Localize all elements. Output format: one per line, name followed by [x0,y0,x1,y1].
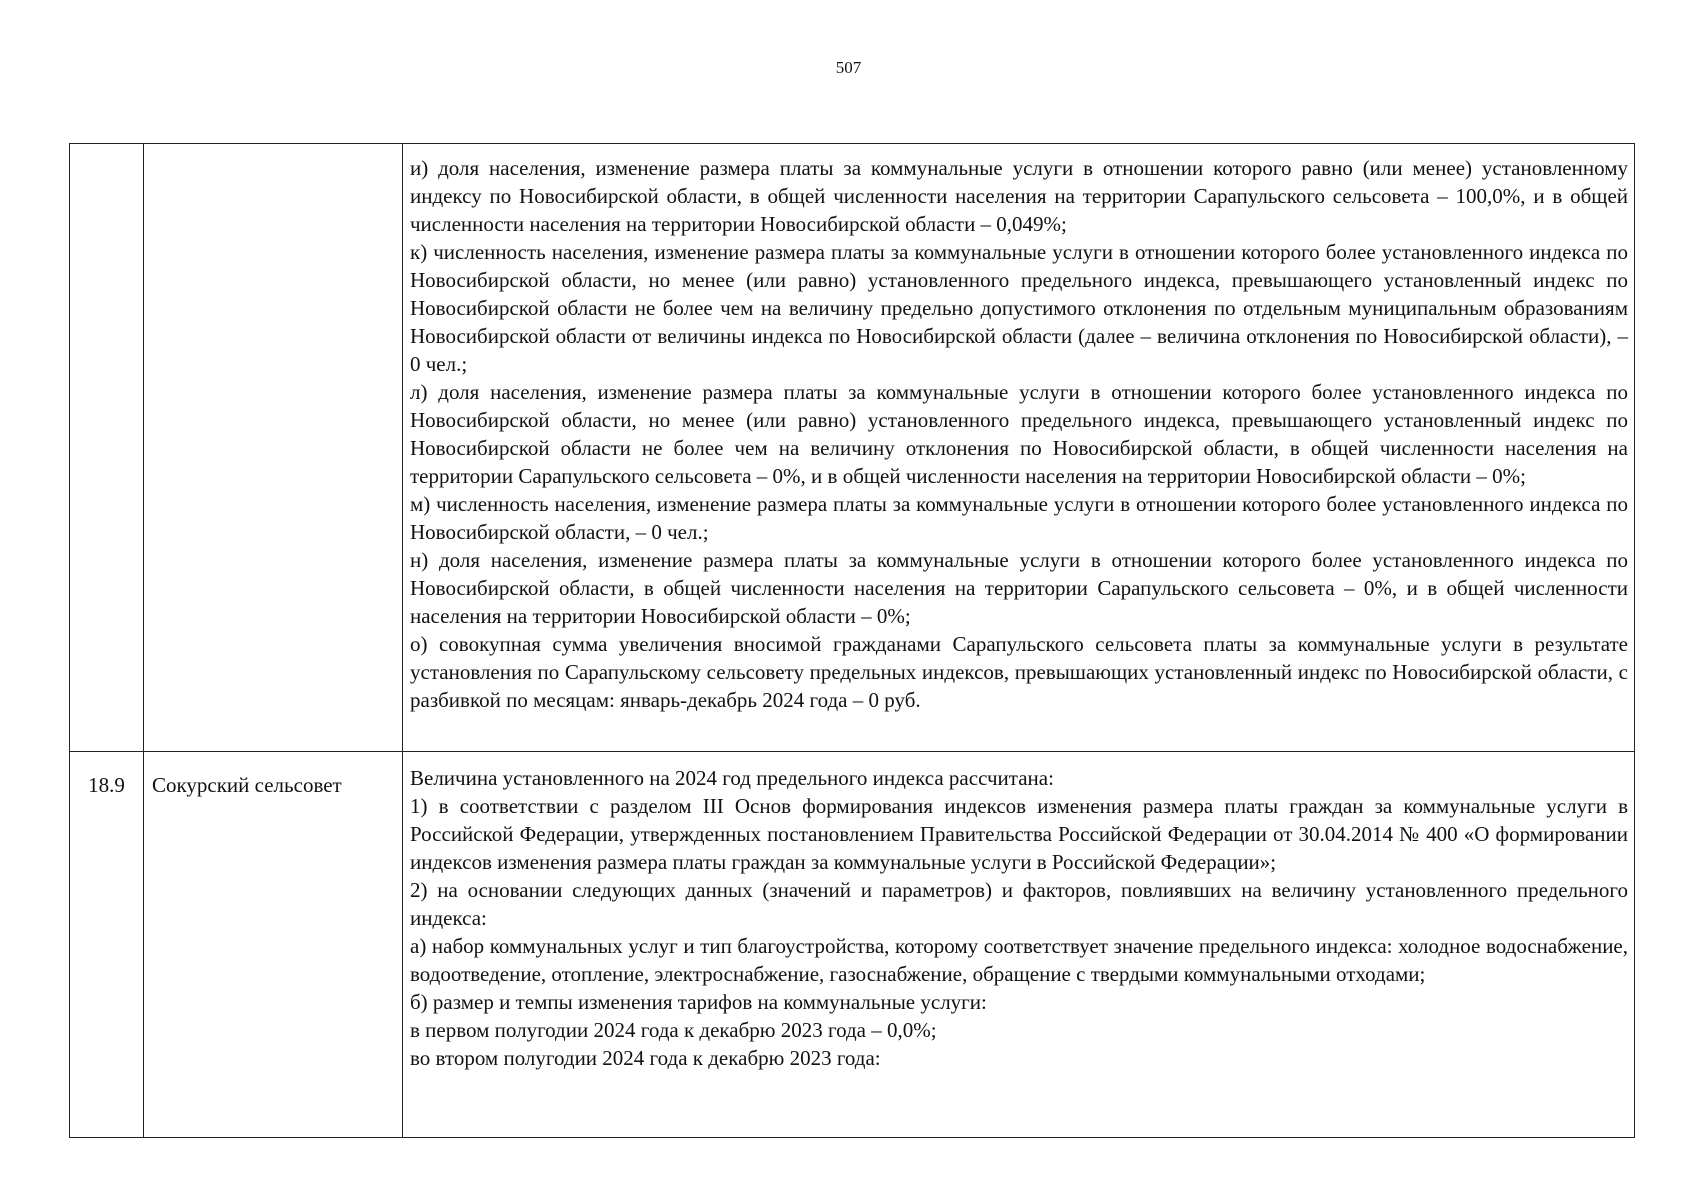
municipality-name-cell [144,144,403,752]
paragraph-a: а) набор коммунальных услуг и тип благоустройства, которому соответствует значение предельного индекса: холодное водоснабжение, водоотведение, отопление, электроснабжение, газоснабжение, обращение с твердыми коммунальными отходами; [410,934,1628,986]
paragraph-second-half: во втором полугодии 2024 года к декабрю 2023 года: [410,1046,881,1070]
paragraph-2: 2) на основании следующих данных (значений и параметров) и факторов, повлиявших на величину установленного предельного индекса: [410,878,1628,930]
paragraph-b: б) размер и темпы изменения тарифов на коммунальные услуги: [410,990,987,1014]
paragraph-k: к) численность населения, изменение размера платы за коммунальные услуги в отношении которого более установленного индекса по Новосибирской области, но менее (или равно) установленного предельного индекса, превышающего установленный индекс по Новосибирской области не более чем на величину предельно допустимого отклонения по отдельным муниципальным образованиям Новосибирской области от величины индекса по Новосибирской области (далее – величина отклонения по Новосибирской области), – 0 чел.; [410,240,1628,376]
table-row [70,144,1635,752]
row-number-cell [70,144,144,752]
paragraph-l: л) доля населения, изменение размера платы за коммунальные услуги в отношении которого более установленного индекса по Новосибирской области, но менее (или равно) установленного предельного индекса, превышающего установленный индекс по Новосибирской области не более чем на величину отклонения по Новосибирской области, в общей численности населения на территории Сарапульского сельсовета – 0%, и в общей численности населения на территории Новосибирской области – 0%; [410,380,1628,488]
description-cell [403,144,1635,752]
paragraph-n: н) доля населения, изменение размера платы за коммунальные услуги в отношении которого более установленного индекса по Новосибирской области, в общей численности населения на территории Сарапульского сельсовета – 0%, и в общей численности населения на территории Новосибирской области – 0%; [410,548,1628,628]
row-number-cell: 18.9 [70,752,144,1138]
table-row [70,752,1635,1138]
paragraph-o: о) совокупная сумма увеличения вносимой гражданами Сарапульского сельсовета платы за коммунальные услуги в результате установления по Сарапульскому сельсовету предельных индексов, превышающих установленный индекс по Новосибирской области, с разбивкой по месяцам: январь-декабрь 2024 года – 0 руб. [410,632,1628,712]
paragraph-intro: Величина установленного на 2024 год предельного индекса рассчитана: [410,766,1054,790]
page-number: 507 [835,58,862,77]
main-table [69,143,1635,1138]
paragraph-first-half: в первом полугодии 2024 года к декабрю 2023 года – 0,0%; [410,1018,937,1042]
municipality-name-cell: Сокурский сельсовет [144,752,403,1138]
description-cell [403,752,1635,1138]
paragraph-m: м) численность населения, изменение размера платы за коммунальные услуги в отношении которого более установленного индекса по Новосибирской области, – 0 чел.; [410,492,1628,544]
paragraph-i: и) доля населения, изменение размера платы за коммунальные услуги в отношении которого равно (или менее) установленному индексу по Новосибирской области, в общей численности населения на территории Сарапульского сельсовета – 100,0%, и в общей численности населения на территории Новосибирской области – 0,049%; [410,156,1628,236]
paragraph-1: 1) в соответствии с разделом III Основ формирования индексов изменения размера платы граждан за коммунальные услуги в Российской Федерации, утвержденных постановлением Правительства Российской Федерации от 30.04.2014 № 400 «О формировании индексов изменения размера платы граждан за коммунальные услуги в Российской Федерации»; [410,794,1628,874]
